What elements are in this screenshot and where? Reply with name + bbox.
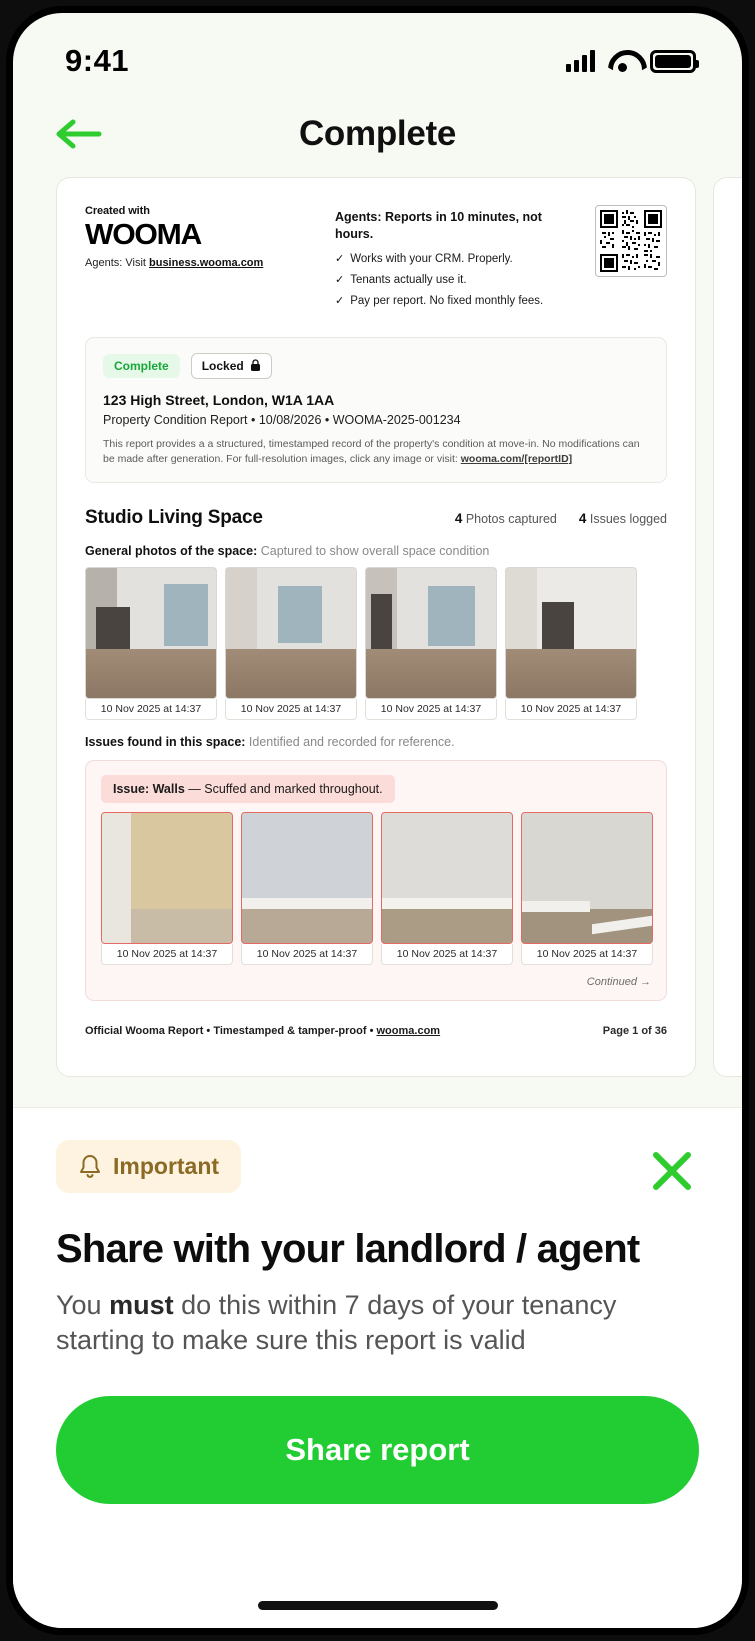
phone-frame <box>6 6 749 1635</box>
issues-label-strong: Issues found in this space: <box>85 735 246 749</box>
wifi-icon <box>608 50 637 72</box>
photo-thumbnail[interactable] <box>225 567 357 720</box>
check-icon: ✓ <box>335 273 345 286</box>
issue-photo-thumbnail[interactable] <box>101 812 233 965</box>
battery-full-icon <box>650 50 696 73</box>
footer-text: Official Wooma Report • Timestamped & tamper-proof • <box>85 1025 377 1037</box>
photo-timestamp: 10 Nov 2025 at 14:37 <box>85 699 217 720</box>
qr-code-icon[interactable] <box>595 205 667 277</box>
issue-block <box>85 760 667 1001</box>
issues-logged-value: 4 <box>578 511 587 526</box>
agents-visit-prefix: Agents: Visit <box>85 257 149 270</box>
photo-thumbnail[interactable] <box>85 567 217 720</box>
report-pitch <box>335 205 555 315</box>
photo-image[interactable] <box>505 567 637 699</box>
issue-photo-image[interactable] <box>241 812 373 944</box>
photos-captured-stat <box>455 511 557 526</box>
check-icon: ✓ <box>335 294 345 307</box>
space-stats <box>455 511 667 526</box>
issue-photos-row <box>101 812 651 965</box>
pitch-title: Agents: Reports in 10 minutes, not hours. <box>335 210 542 241</box>
general-photos-sub: Captured to show overall space condition <box>257 544 490 558</box>
share-report-button[interactable]: Share report <box>56 1396 699 1504</box>
bell-icon <box>78 1154 102 1180</box>
page-title: Complete <box>298 114 457 153</box>
report-note <box>103 437 649 467</box>
photo-timestamp: 10 Nov 2025 at 14:37 <box>365 699 497 720</box>
list-item <box>335 252 555 267</box>
continued-label: Continued → <box>586 976 651 988</box>
space-header <box>85 507 667 529</box>
photo-timestamp: 10 Nov 2025 at 14:37 <box>381 944 513 965</box>
general-photos-row <box>85 567 667 720</box>
issue-tag-prefix: Issue: Walls <box>113 782 185 796</box>
next-report-page-card[interactable] <box>713 177 742 1077</box>
photo-image[interactable] <box>225 567 357 699</box>
report-meta: Property Condition Report • 10/08/2026 • WOOMA-2025-001234 <box>103 412 461 427</box>
report-brand-block <box>85 205 295 269</box>
footer-link[interactable]: wooma.com <box>376 1025 441 1037</box>
close-icon[interactable] <box>645 1144 699 1198</box>
report-summary-box <box>85 337 667 483</box>
business-site-link[interactable]: business.wooma.com <box>149 257 264 270</box>
important-badge <box>56 1140 241 1193</box>
issue-photo-thumbnail[interactable] <box>521 812 653 965</box>
status-badge: Complete <box>103 354 180 378</box>
issue-photo-thumbnail[interactable] <box>241 812 373 965</box>
photo-timestamp: 10 Nov 2025 at 14:37 <box>505 699 637 720</box>
footer-text-block <box>85 1025 440 1037</box>
issue-photo-thumbnail[interactable] <box>381 812 513 965</box>
status-bar <box>13 13 742 91</box>
issues-label <box>85 735 667 749</box>
photos-captured-label: Photos captured <box>465 512 557 526</box>
report-link[interactable]: wooma.com/[reportID] <box>460 452 573 465</box>
sheet-body-pre: You <box>56 1290 110 1320</box>
created-with-label: Created with <box>85 205 150 217</box>
locked-label: Locked <box>201 358 244 373</box>
space-title: Studio Living Space <box>85 507 263 528</box>
list-item <box>335 273 555 288</box>
agents-visit-line <box>85 257 295 269</box>
photo-timestamp: 10 Nov 2025 at 14:37 <box>225 699 357 720</box>
cellular-signal-icon <box>566 50 595 72</box>
pitch-point: Tenants actually use it. <box>350 273 467 286</box>
report-note-text: This report provides a a structured, timestamped record of the property's condition at move-in. No modifications can be made after generation. For full-resolution images, click any image or visit: <box>103 437 640 465</box>
report-header <box>85 205 667 315</box>
sheet-heading: Share with your landlord / agent <box>56 1227 640 1271</box>
check-icon: ✓ <box>335 252 345 265</box>
photo-timestamp: 10 Nov 2025 at 14:37 <box>101 944 233 965</box>
summary-chips <box>103 353 649 379</box>
list-item <box>335 294 555 309</box>
share-bottom-sheet <box>13 1107 742 1628</box>
pitch-point: Works with your CRM. Properly. <box>350 252 513 265</box>
page-number: Page 1 of 36 <box>602 1025 667 1037</box>
issues-logged-label: Issues logged <box>589 512 667 526</box>
important-badge-label: Important <box>113 1153 220 1179</box>
lock-icon <box>250 359 261 372</box>
pitch-list <box>335 252 555 309</box>
report-carousel[interactable] <box>13 177 742 1107</box>
photos-captured-value: 4 <box>454 511 463 526</box>
sheet-body-strong: must <box>109 1290 174 1320</box>
wooma-logo: WOOMA <box>85 219 202 251</box>
issue-tag-text: — Scuffed and marked throughout. <box>184 782 383 796</box>
issues-sub: Identified and recorded for reference. <box>245 735 455 749</box>
status-icons <box>566 50 696 73</box>
photo-timestamp: 10 Nov 2025 at 14:37 <box>521 944 653 965</box>
photo-timestamp: 10 Nov 2025 at 14:37 <box>241 944 373 965</box>
pitch-point: Pay per report. No fixed monthly fees. <box>350 294 544 307</box>
general-photos-label-strong: General photos of the space: <box>85 544 258 558</box>
navigation-bar <box>13 91 742 177</box>
photo-thumbnail[interactable] <box>505 567 637 720</box>
report-page-card[interactable] <box>56 177 696 1077</box>
photo-image[interactable] <box>365 567 497 699</box>
property-address: 123 High Street, London, W1A 1AA <box>103 391 335 408</box>
home-indicator <box>258 1601 498 1610</box>
photo-image[interactable] <box>85 567 217 699</box>
locked-badge <box>191 353 272 379</box>
report-footer <box>85 1025 667 1037</box>
back-arrow-icon[interactable] <box>53 114 105 154</box>
issues-logged-stat <box>579 511 667 526</box>
issue-photo-image[interactable] <box>521 812 653 944</box>
issue-photo-image[interactable] <box>101 812 233 944</box>
sheet-body-post: do this within 7 days of your tenancy starting to make sure this report is valid <box>56 1290 617 1356</box>
status-time: 9:41 <box>65 43 130 78</box>
sheet-body <box>56 1288 699 1358</box>
issue-tag <box>101 775 395 803</box>
photo-thumbnail[interactable] <box>365 567 497 720</box>
sheet-header <box>56 1140 699 1198</box>
general-photos-label <box>85 544 667 558</box>
issue-photo-image[interactable] <box>381 812 513 944</box>
